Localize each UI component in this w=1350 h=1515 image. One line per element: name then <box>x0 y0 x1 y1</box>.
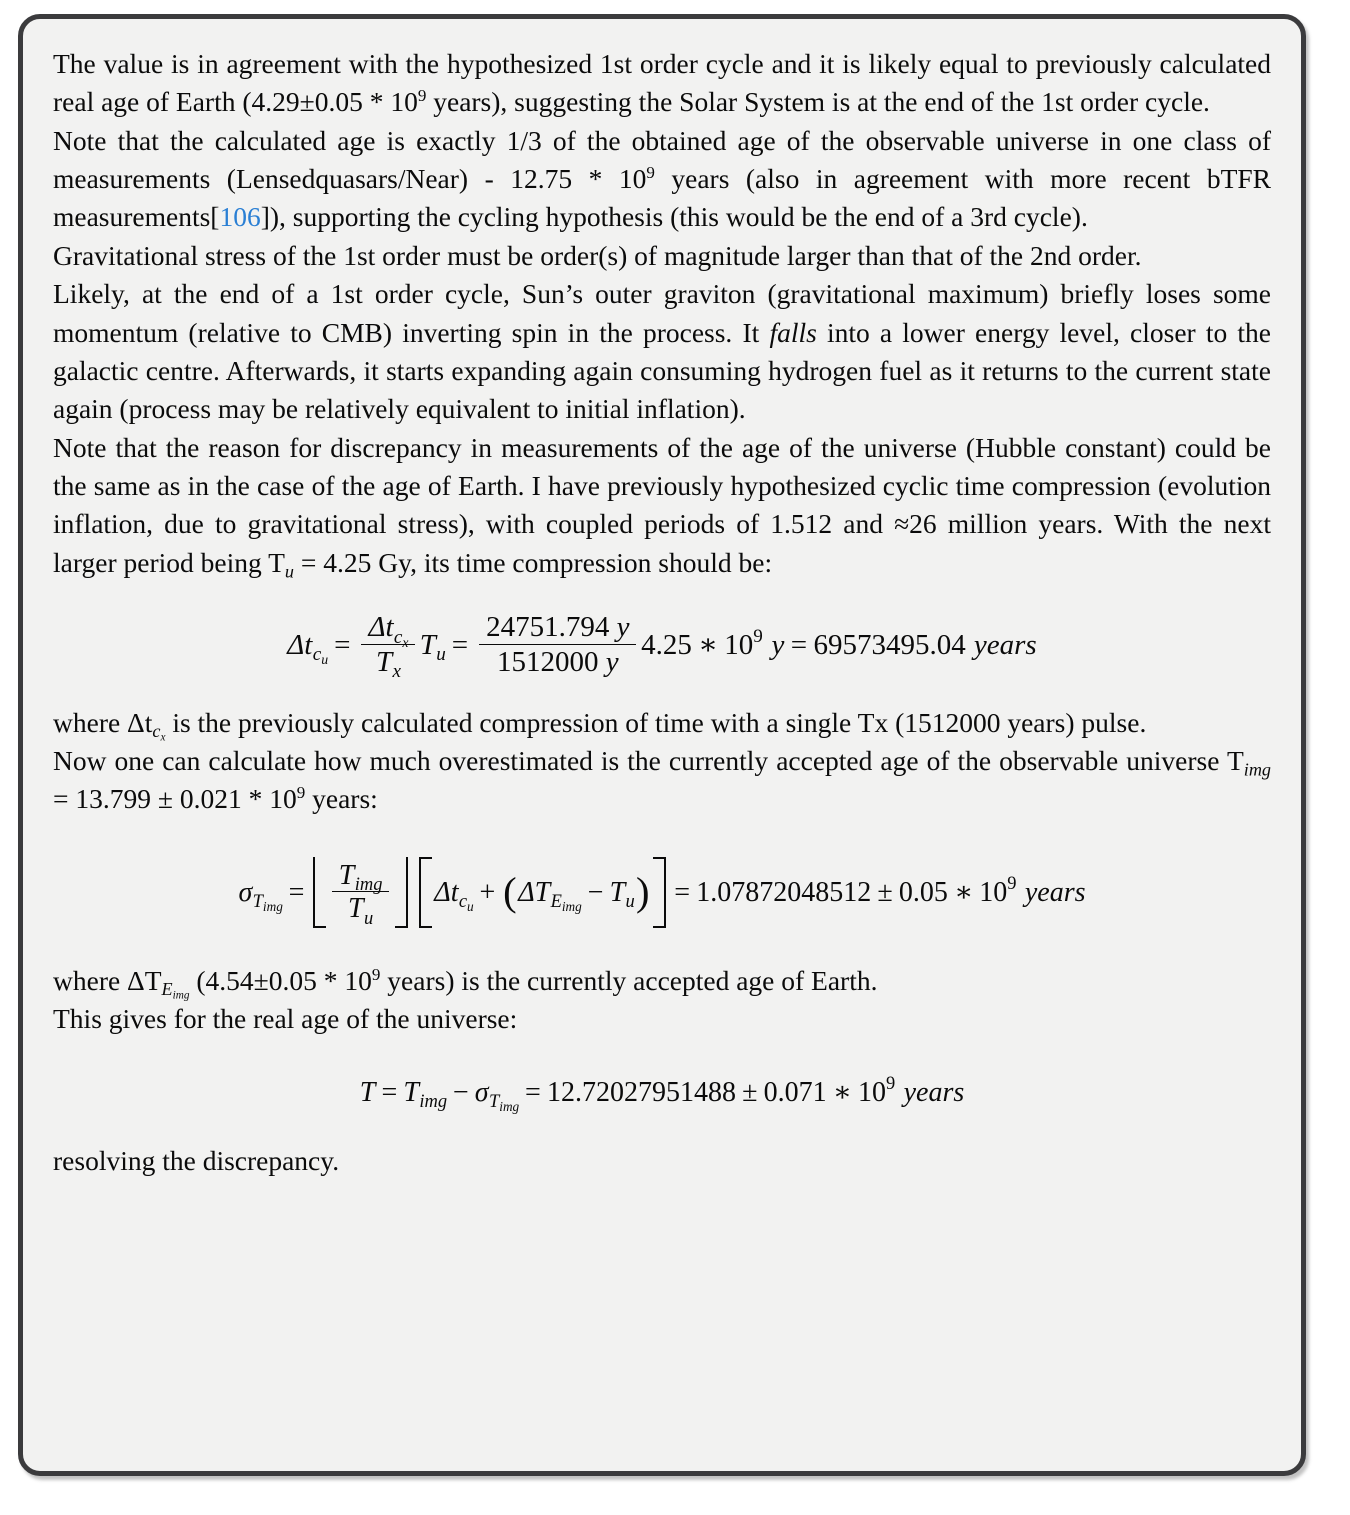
paragraph-2-text-b: years (also in agreement with more recent bTFR measurements[ <box>53 163 1271 233</box>
eq1-result-unit: years <box>973 628 1037 661</box>
paragraph-8 <box>53 962 1271 1000</box>
paragraph-6-text-b: is the previously calculated compression of time with a single Tx (1512000 years) pulse. <box>165 706 1147 738</box>
paragraph-1 <box>53 45 1271 122</box>
eq2-floor-fraction: $\frac{T_{img}}{T_u}$ <box>332 861 389 924</box>
eq1-multiply: ∗ <box>698 628 718 661</box>
eq1-unit-y: y <box>771 628 785 661</box>
paragraph-8-subscript: Eimg <box>161 979 190 1002</box>
paragraph-5-text-b: = 4.25 Gy, its time compression should be: <box>293 546 773 578</box>
paragraph-7 <box>53 742 1271 819</box>
paragraph-7-text-c: years: <box>305 783 378 815</box>
eq1-lhs: $\Delta t_{c_u}$ <box>287 628 329 668</box>
eq1-coefficient: 4.25 <box>641 628 692 661</box>
eq3-plusminus: ± <box>742 1076 758 1108</box>
eq3-power-of-ten: $10^9$ <box>857 1073 896 1108</box>
eq3-equals-1: = <box>381 1076 398 1108</box>
paragraph-6 <box>53 704 1271 742</box>
paragraph-2-exponent: 9 <box>646 162 655 182</box>
paragraph-4-text-a: Likely, at the end of a 1st order cycle, Sun’s outer graviton (gravitational maximum) briefly loses some momentum (relative to CMB) inverting spin in the process. It <box>53 278 1271 348</box>
eq1-equals-3: = <box>790 628 808 661</box>
equation-2 <box>53 857 1271 928</box>
eq2-multiply: ∗ <box>954 876 974 908</box>
paragraph-3: Gravitational stress of the 1st order must be order(s) of magnitude larger than that of the 2nd order. <box>53 239 1142 271</box>
paragraph-5-text-a: Note that the reason for discrepancy in measurements of the age of the universe (Hubble constant) could be the same as in the case of the age of Earth. I have previously hypothesized cyclic time compression (evolution inflation, due to gravitational stress), with coupled periods of 1.512 and ≈26 million years. With the next larger period being T <box>53 431 1271 578</box>
paragraph-4-text-b: into a lower energy level, closer to the galactic centre. Afterwards, it starts expanding again consuming hydrogen fuel as it returns to the current state again (process may be relatively equivalent to initial inflation). <box>53 316 1271 425</box>
paragraph-8-exponent: 9 <box>371 964 381 984</box>
paragraph-2-text-c: ]), supporting the cycling hypothesis (this would be the end of a 3rd cycle). <box>260 201 1088 233</box>
eq1-fraction-2: $\frac{24751.794 y}{1512000 y}$ <box>479 612 636 677</box>
eq2-equals-1: = <box>288 876 305 908</box>
paragraph-7-text-a: Now one can calculate how much overestimated is the currently accepted age of the observable universe T <box>53 744 1244 776</box>
eq3-error: 0.071 <box>763 1076 827 1108</box>
eq2-equals-2: = <box>674 876 691 908</box>
eq2-error: 0.05 <box>898 876 948 908</box>
eq2-power-of-ten: $10^9$ <box>979 873 1017 908</box>
paragraph-2-text-a: Note that the calculated age is exactly 1/3 of the obtained age of the observable universe in one class of measurements (Lensedquasars/Near) - 12.75 * 10 <box>53 124 1271 195</box>
paragraph-5 <box>53 429 1271 582</box>
eq1-equals-2: = <box>451 628 469 661</box>
paragraph-1-exponent: 9 <box>417 86 427 106</box>
equation-1 <box>53 611 1271 683</box>
floor-bracket-right <box>395 857 408 928</box>
eq2-plusminus: ± <box>877 876 893 908</box>
paragraph-6-text-a: where Δt <box>53 706 153 738</box>
eq2-delta-T-Eimg: $\Delta T_{E_{img}}$ <box>518 876 582 915</box>
eq1-result: 69573495.04 <box>813 628 966 661</box>
eq2-paren-open: ( <box>503 868 517 914</box>
paragraph-7-text-b: = 13.799 ± 0.021 * 10 <box>53 783 297 815</box>
eq2-Tu: $T_u$ <box>609 876 635 912</box>
paragraph-1-text-a: The value is in agreement with the hypothesized 1st order cycle and it is likely equal to previously calculated real age of Earth (4.29±0.05 * 10 <box>53 48 1271 118</box>
eq3-result: 12.72027951488 <box>546 1076 736 1108</box>
eq3-equals-2: = <box>525 1076 541 1108</box>
paragraph-10: resolving the discrepancy. <box>53 1144 340 1176</box>
document-content <box>23 19 1301 1180</box>
eq2-delta-t-cu: $\Delta t_{c_u}$ <box>434 876 474 915</box>
paragraph-7-exponent: 9 <box>296 783 306 803</box>
document-page <box>18 14 1306 1476</box>
paragraph-5-subscript: u <box>284 561 294 582</box>
floor-bracket-left <box>313 857 326 928</box>
eq3-Timg: $T_{img}$ <box>403 1076 448 1111</box>
paragraph-8-text-a: where ΔT <box>53 964 162 996</box>
square-bracket-left <box>419 857 432 928</box>
paragraph-4 <box>53 275 1271 428</box>
square-bracket-right <box>653 857 666 928</box>
eq3-minus: − <box>452 1076 469 1108</box>
paragraph-7-subscript: img <box>1243 759 1271 780</box>
paragraph-1-text-b: years), suggesting the Solar System is at the end of the 1st order cycle. <box>426 86 1210 118</box>
citation-link-106[interactable]: 106 <box>219 201 261 233</box>
eq2-result: 1.07872048512 <box>696 876 872 908</box>
paragraph-9: This gives for the real age of the universe: <box>53 1003 518 1035</box>
eq2-sigma: $\sigma_{T_{img}}$ <box>238 876 283 915</box>
eq3-unit: years <box>903 1076 965 1108</box>
paragraph-8-text-c: years) is the currently accepted age of Earth. <box>380 964 878 996</box>
eq3-T: T <box>359 1076 376 1108</box>
eq2-unit: years <box>1024 876 1086 908</box>
eq3-multiply: ∗ <box>832 1076 852 1108</box>
eq2-plus: + <box>479 876 496 908</box>
eq2-minus: − <box>587 876 604 908</box>
equation-3 <box>53 1073 1271 1112</box>
paragraph-8-text-b: (4.54±0.05 * 10 <box>189 964 372 996</box>
eq1-equals-1: = <box>334 628 351 661</box>
eq1-fraction-1: $\frac{\Delta t_{c_x}}{T_x}$ <box>361 612 415 677</box>
eq1-Tu: $T_u$ <box>419 628 446 666</box>
paragraph-4-emphasis: falls <box>769 316 817 348</box>
eq1-power-of-ten: $10^9$ <box>724 625 763 661</box>
paragraph-2 <box>53 122 1271 237</box>
eq2-paren-close: ) <box>635 868 650 914</box>
paragraph-6-subscript: cx <box>152 720 166 744</box>
eq3-sigma: $\sigma_{T_{img}}$ <box>474 1076 520 1114</box>
